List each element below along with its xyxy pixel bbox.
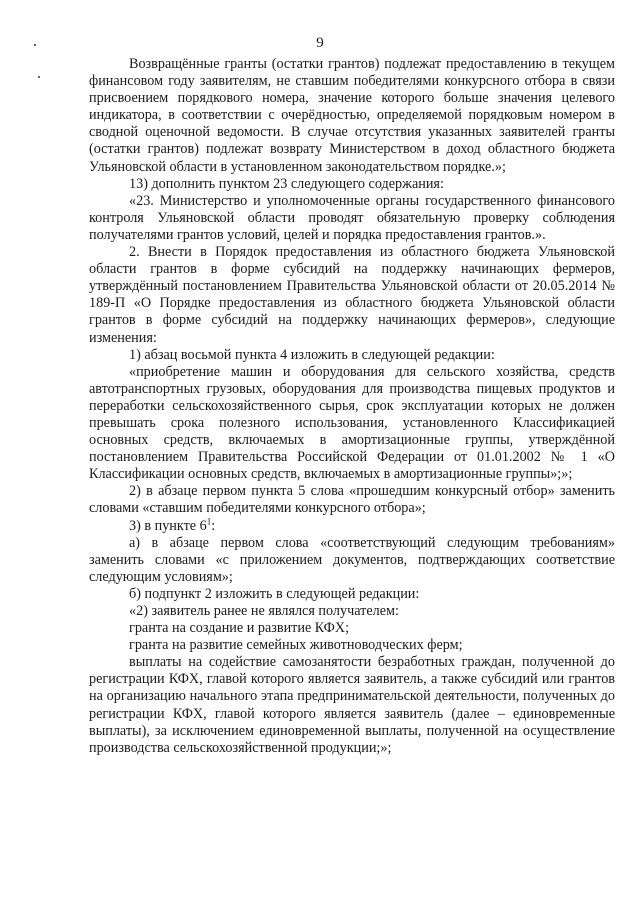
paragraph bbox=[89, 515, 615, 535]
paragraph-text: 3) в пункте 6 bbox=[129, 517, 207, 534]
document-body bbox=[89, 56, 615, 757]
paragraph: гранта на развитие семейных животноводческих ферм; bbox=[129, 637, 463, 654]
paragraph: «23. Министерство и уполномоченные органы государственного финансового контроля Ульяновской области проводят обязательную проверку соблюдения получателями грантов условий, целей и порядка предоставления грантов.». bbox=[89, 192, 615, 243]
scan-speck bbox=[34, 44, 36, 46]
paragraph: 13) дополнить пунктом 23 следующего содержания: bbox=[129, 175, 444, 192]
paragraph: гранта на создание и развитие КФХ; bbox=[129, 620, 350, 637]
paragraph-tail: : bbox=[211, 517, 216, 534]
paragraph: Возвращённые гранты (остатки грантов) подлежат предоставлению в текущем финансовом году заявителям, не ставшим победителями конкурсного отбора в связи присвоением порядкового номера, значение которого больше значения целевого индикатора, в соответствии с очерёдностью, определяемой порядковым номером в сводной оценочной ведомости. В случае отсутствия указанных заявителей гранты (остатки грантов) подлежат возврату Министерством в доход областного бюджета Ульяновской области в установленном законодательством порядке.»; bbox=[89, 56, 615, 175]
paragraph: «приобретение машин и оборудования для сельского хозяйства, средств автотранспортных грузовых, оборудования для производства пищевых продуктов и переработки сельскохозяйственного сырья, срок эксплуатации которых не должен превышать срока полезного использования, установленного Классификацией основных средств, включаемых в амортизационные группы, утверждённой постановлением Правительства Российской Федерации от 01.01.2002 № 1 «О Классификации основных средств, включаемых в амортизационные группы»;»; bbox=[89, 363, 615, 483]
page-number: 9 bbox=[316, 35, 324, 51]
paragraph: а) в абзаце первом слова «соответствующий следующим требованиям» заменить словами «с приложением документов, подтверждающих соответствие следующим условиям»; bbox=[89, 534, 615, 585]
paragraph: выплаты на содействие самозанятости безработных граждан, полученной до регистрации КФХ, главой которого является заявитель, а также субсидий или грантов на организацию начального этапа предпринимательской деятельности, полученных до регистрации КФХ, главой которого является заявитель (далее – единовременные выплаты), за исключением единовременной выплаты, полученной на осуществление производства сельскохозяйственной продукции;»; bbox=[89, 654, 615, 756]
paragraph: «2) заявитель ранее не являлся получателем: bbox=[129, 603, 399, 619]
paragraph: 2) в абзаце первом пункта 5 слова «прошедшим конкурсный отбор» заменить словами «ставшим победителями конкурсного отбора»; bbox=[89, 483, 615, 517]
scan-speck bbox=[38, 76, 40, 78]
paragraph: 2. Внести в Порядок предоставления из областного бюджета Ульяновской области грантов в форме субсидий на поддержку начинающих фермеров, утверждённый постановлением Правительства Ульяновской области от 20.05.2014 № 189-П «О Порядке предоставления из областного бюджета Ульяновской области грантов в форме субсидий на поддержку начинающих фермеров», следующие изменения: bbox=[89, 244, 615, 346]
superscript: 1 bbox=[206, 515, 212, 526]
paragraph: 1) абзац восьмой пункта 4 изложить в следующей редакции: bbox=[129, 346, 495, 363]
paragraph: б) подпункт 2 изложить в следующей редакции: bbox=[129, 585, 420, 602]
